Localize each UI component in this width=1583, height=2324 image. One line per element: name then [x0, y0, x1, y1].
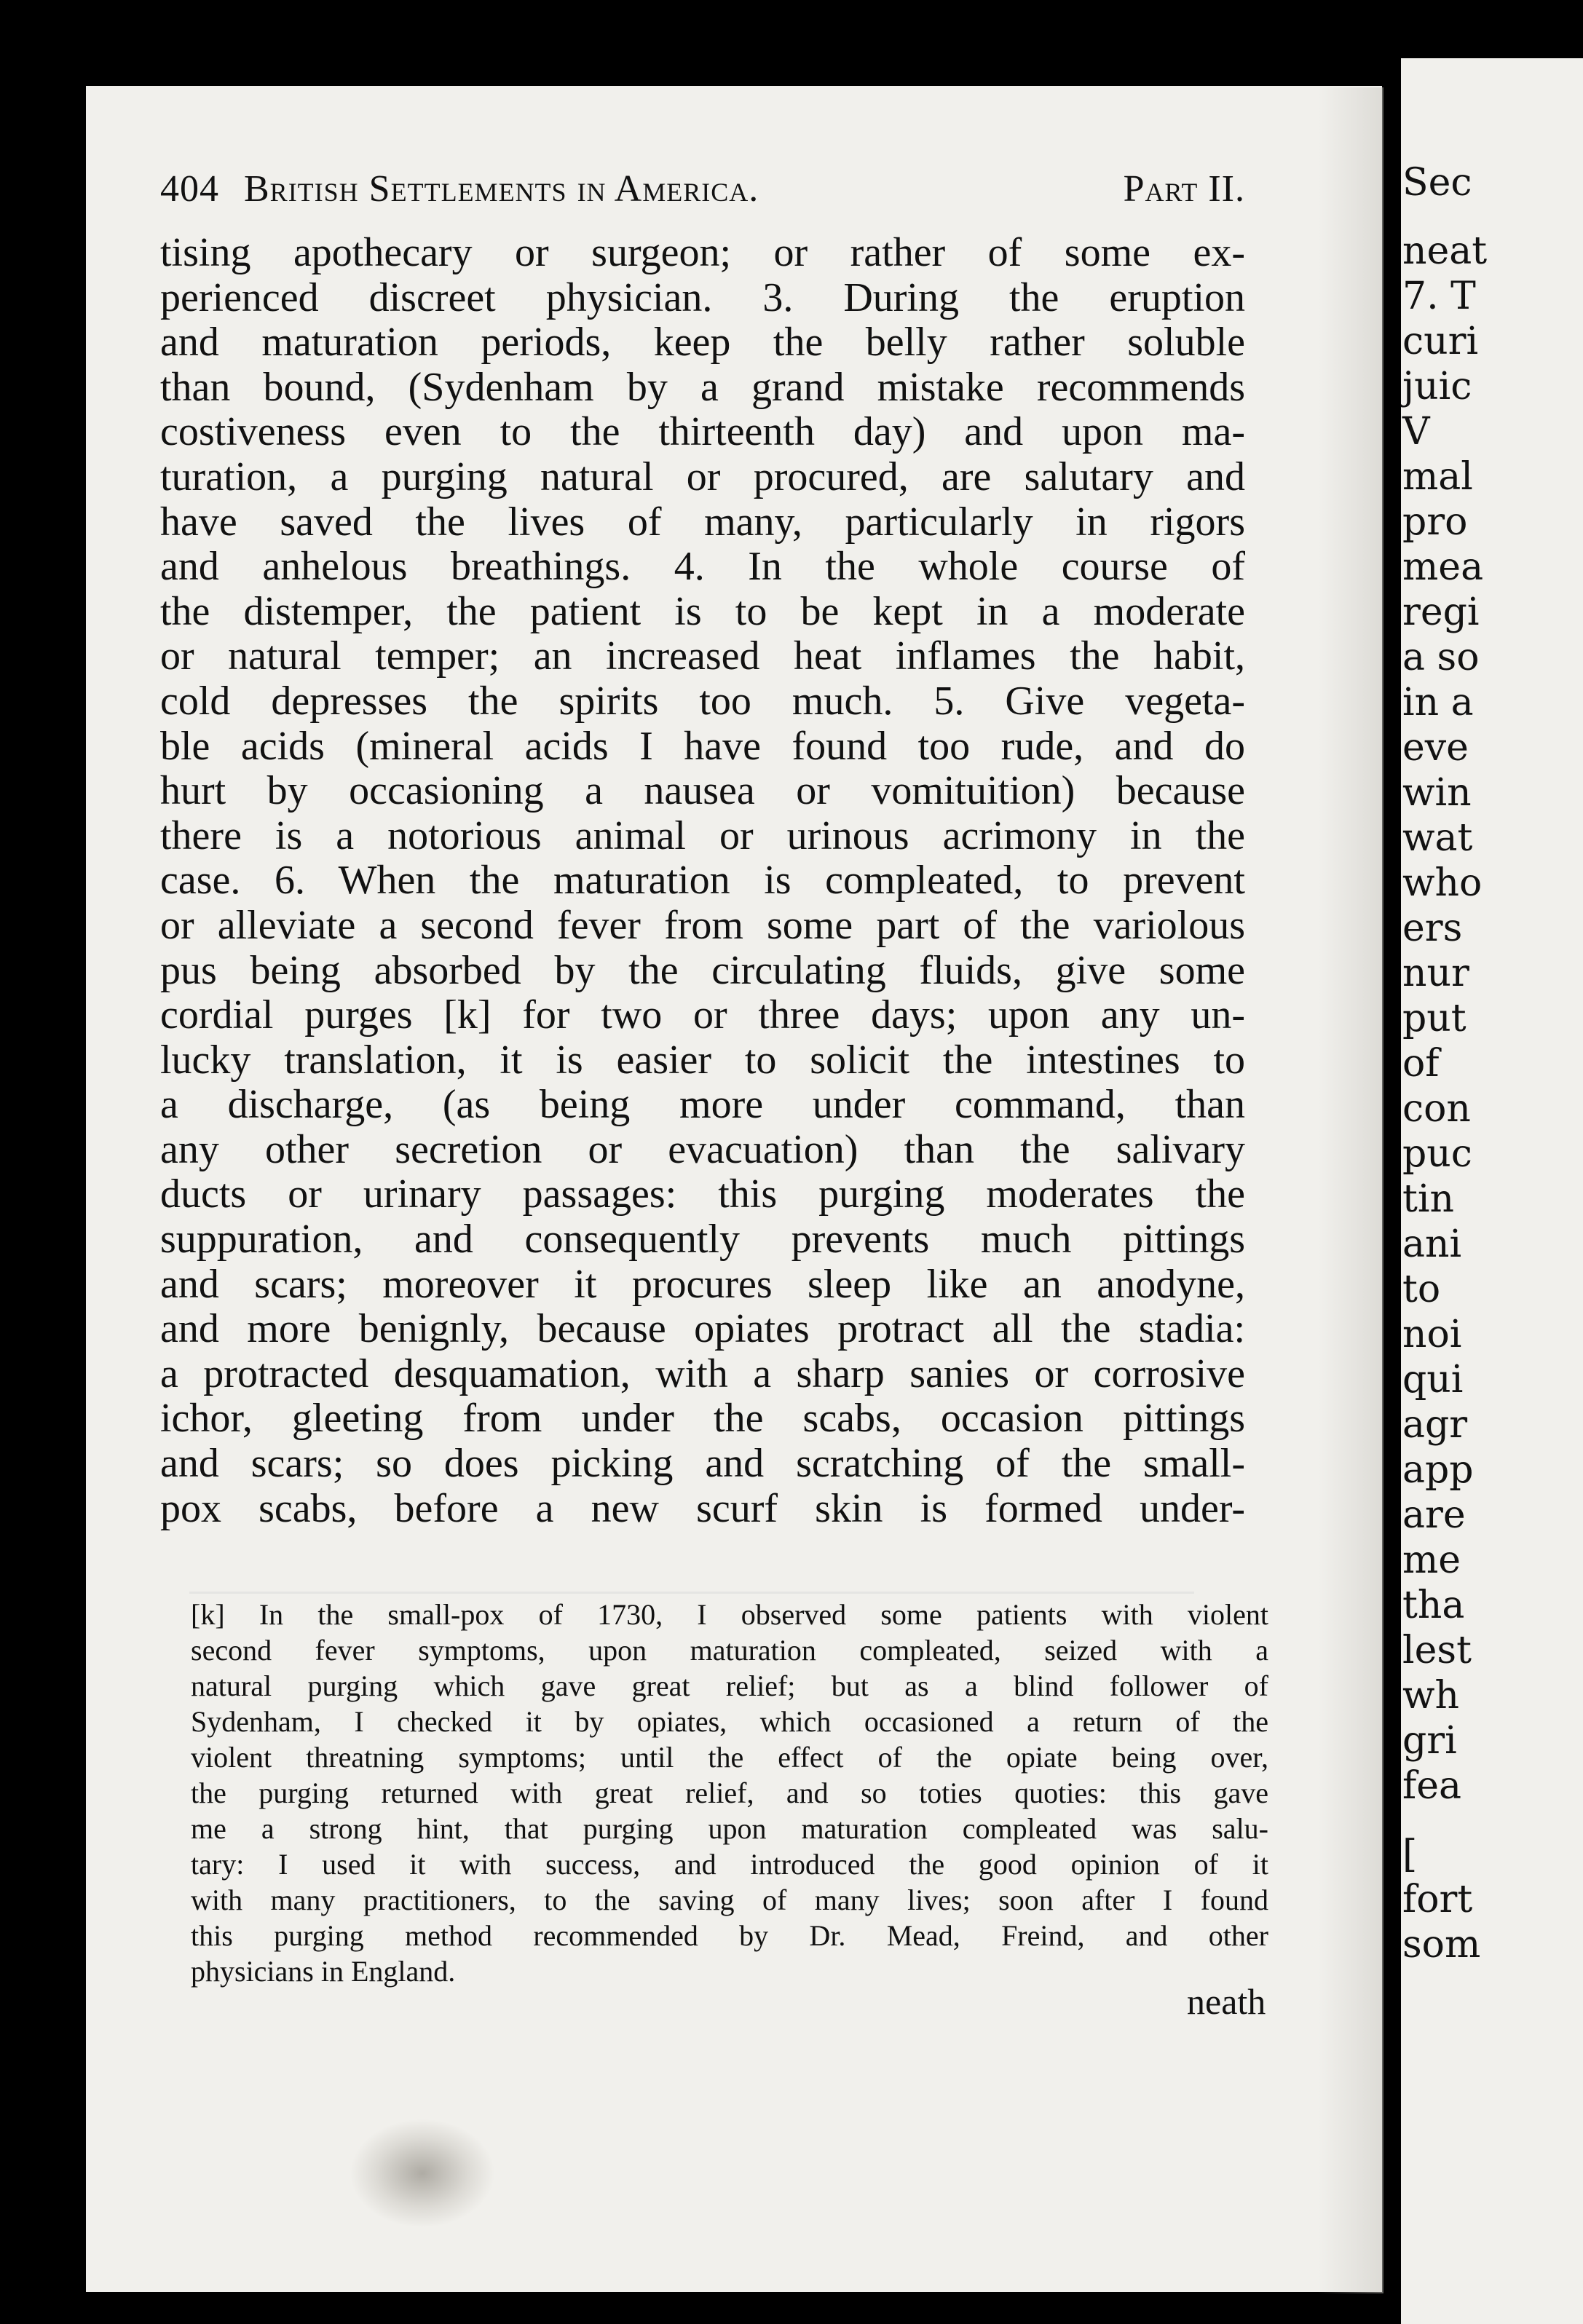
text-line: and scars; so does picking and scratching of the small-: [160, 1442, 1245, 1487]
text-line: tising apothecary or surgeon; or rather of some ex-: [160, 231, 1245, 275]
facing-page-line: fea: [1402, 1764, 1462, 1808]
footnote-line: physicians in England.: [191, 1955, 456, 1988]
text-line: ble acids (mineral acids I have found too rude, and do: [160, 724, 1245, 769]
facing-page-line: win: [1402, 771, 1472, 815]
facing-page-line: pro: [1402, 500, 1468, 544]
facing-page-line: neat: [1402, 229, 1488, 273]
facing-page-line: in a: [1402, 681, 1474, 724]
facing-page-line: wh: [1402, 1674, 1459, 1718]
part-label: Part II.: [1123, 168, 1245, 210]
footnote-divider: [189, 1592, 1194, 1594]
text-line: lucky translation, it is easier to solicit the intestines to: [160, 1038, 1245, 1083]
text-line: and anhelous breathings. 4. In the whole course of: [160, 545, 1245, 590]
ink-stain: [350, 2119, 495, 2228]
running-head: [160, 167, 1245, 210]
page-number: 404: [160, 168, 219, 210]
text-line: and scars; moreover it procures sleep like an anodyne,: [160, 1262, 1245, 1307]
facing-page-line: regi: [1402, 590, 1480, 634]
text-line: cordial purges [k] for two or three days; upon any un-: [160, 993, 1245, 1038]
facing-page-line: mal: [1402, 455, 1473, 499]
text-line: and more benignly, because opiates protract all the stadia:: [160, 1307, 1245, 1352]
text-line: and maturation periods, keep the belly rather soluble: [160, 320, 1245, 365]
facing-page-line: noi: [1402, 1313, 1462, 1356]
facing-page-line: 7. T: [1402, 274, 1476, 318]
facing-page-line: me: [1402, 1538, 1461, 1582]
facing-page-text: [1402, 160, 1577, 1967]
facing-page-line: are: [1402, 1493, 1466, 1537]
footnote-line: second fever symptoms, upon maturation compleated, seized with a: [191, 1634, 1268, 1667]
facing-page-line: tin: [1402, 1177, 1455, 1221]
footnote-line: this purging method recommended by Dr. Mead, Freind, and other: [191, 1919, 1268, 1952]
facing-page-line: wat: [1402, 816, 1473, 860]
facing-page-line: ani: [1402, 1222, 1462, 1266]
gutter-shadow: [1318, 87, 1383, 2293]
facing-page-line: puc: [1402, 1132, 1472, 1176]
facing-page-line: [: [1402, 1833, 1418, 1876]
footnote-line: Sydenham, I checked it by opiates, which occasioned a return of the: [191, 1705, 1268, 1738]
footnote-line: natural purging which gave great relief; but as a blind follower of: [191, 1669, 1268, 1702]
text-line: case. 6. When the maturation is compleated, to prevent: [160, 858, 1245, 904]
catchword: neath: [1187, 1981, 1266, 2022]
text-line: pox scabs, before a new scurf skin is formed under-: [160, 1486, 1245, 1531]
facing-page-line: a so: [1402, 636, 1480, 679]
footnote-line: tary: I used it with success, and introduced the good opinion of it: [191, 1848, 1268, 1881]
facing-page-line: app: [1402, 1448, 1474, 1492]
facing-page-line: to: [1402, 1268, 1441, 1311]
footnote-line: violent threatning symptoms; until the effect of the opiate being over,: [191, 1741, 1268, 1774]
facing-page: [1401, 58, 1583, 2324]
text-line: than bound, (Sydenham by a grand mistake recommends: [160, 365, 1245, 410]
facing-page-line: Sec: [1402, 161, 1472, 205]
text-line: perienced discreet physician. 3. During the eruption: [160, 275, 1245, 320]
facing-page-line: mea: [1402, 545, 1484, 589]
facing-page-line: ers: [1402, 906, 1463, 950]
text-line: a discharge, (as being more under command, than: [160, 1083, 1245, 1128]
facing-page-line: som: [1402, 1923, 1481, 1967]
facing-page-line: curi: [1402, 320, 1479, 363]
facing-page-line: eve: [1402, 726, 1469, 770]
text-line: cold depresses the spirits too much. 5. Give vegeta-: [160, 679, 1245, 724]
text-line: the distemper, the patient is to be kept in a moderate: [160, 589, 1245, 634]
text-line: pus being absorbed by the circulating fluids, give some: [160, 948, 1245, 993]
text-line: any other secretion or evacuation) than the salivary: [160, 1127, 1245, 1172]
text-line: ichor, gleeting from under the scabs, occasion pittings: [160, 1396, 1245, 1442]
facing-page-line: qui: [1402, 1358, 1464, 1402]
footnote-line: the purging returned with great relief, and so toties quoties: this gave: [191, 1776, 1268, 1809]
text-line: costiveness even to the thirteenth day) and upon ma-: [160, 410, 1245, 455]
text-line: a protracted desquamation, with a sharp sanies or corrosive: [160, 1351, 1245, 1396]
footnote-line: me a strong hint, that purging upon maturation compleated was salu-: [191, 1812, 1268, 1845]
text-line: there is a notorious animal or urinous acrimony in the: [160, 813, 1245, 858]
text-line: or natural temper; an increased heat inflames the habit,: [160, 634, 1245, 679]
facing-page-line: put: [1402, 997, 1466, 1040]
facing-page-line: V: [1402, 410, 1430, 454]
facing-page-line: juic: [1402, 365, 1472, 408]
footnote-line: [k] In the small-pox of 1730, I observed some patients with violent: [191, 1598, 1268, 1631]
footnote-line: with many practitioners, to the saving of many lives; soon after I found: [191, 1884, 1268, 1916]
text-line: ducts or urinary passages: this purging moderates the: [160, 1172, 1245, 1217]
text-line: or alleviate a second fever from some part of the variolous: [160, 903, 1245, 948]
facing-page-line: nur: [1402, 952, 1469, 995]
facing-page-line: lest: [1402, 1629, 1472, 1672]
facing-page-line: gri: [1402, 1719, 1457, 1763]
facing-page-line: con: [1402, 1087, 1471, 1131]
facing-page-line: who: [1402, 861, 1483, 905]
text-line: hurt by occasioning a nausea or vomituition) because: [160, 769, 1245, 814]
body-text: [160, 231, 1245, 1531]
facing-page-line: tha: [1402, 1584, 1465, 1627]
running-title: British Settlements in America.: [244, 168, 759, 210]
facing-page-line: agr: [1402, 1403, 1468, 1447]
text-line: suppuration, and consequently prevents much pittings: [160, 1217, 1245, 1262]
facing-page-line: fort: [1402, 1878, 1473, 1921]
facing-page-line: of: [1402, 1042, 1440, 1086]
footnote: [191, 1597, 1268, 1989]
text-line: have saved the lives of many, particularly in rigors: [160, 499, 1245, 545]
text-line: turation, a purging natural or procured, are salutary and: [160, 454, 1245, 499]
